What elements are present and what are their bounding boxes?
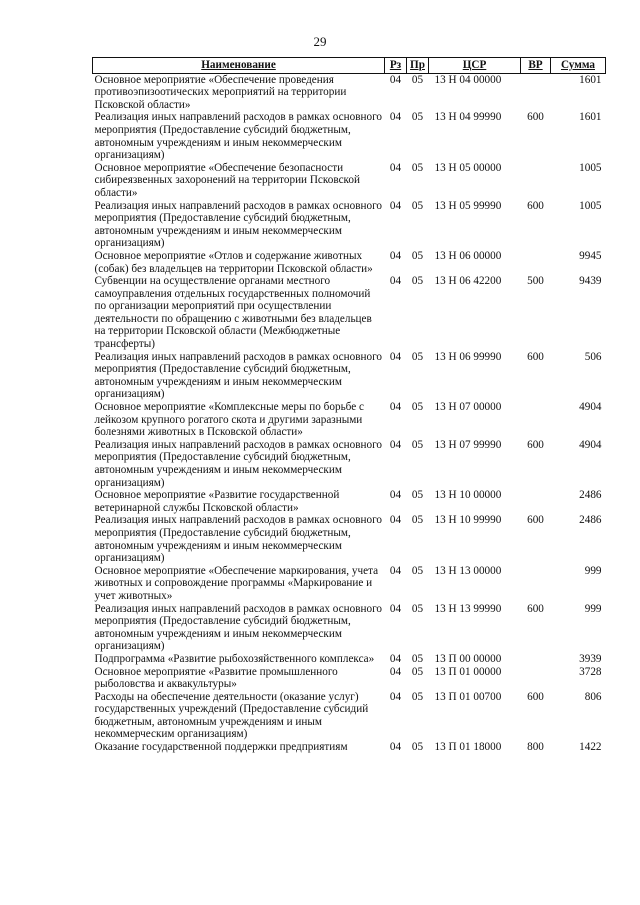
cell-sum: 1005 (579, 161, 602, 174)
cell-vr (521, 666, 551, 691)
header-pr: Пр (407, 58, 429, 74)
cell-sum: 1601 (579, 73, 602, 86)
cell-pr: 05 (411, 249, 424, 262)
cell-rz: 04 (389, 199, 402, 212)
cell-rz: 04 (389, 564, 402, 577)
cell-vr (521, 653, 551, 666)
cell-vr (521, 250, 551, 275)
cell-sum: 4904 (579, 438, 602, 451)
cell-rz: 04 (389, 111, 402, 124)
cell-sum: 9945 (579, 249, 602, 262)
cell-csr: 13 П 01 00000 (434, 665, 502, 678)
cell-vr (521, 73, 551, 111)
cell-csr: 13 Н 06 99990 (434, 350, 502, 363)
budget-table (92, 57, 606, 754)
cell-vr (521, 565, 551, 603)
table-row (93, 514, 606, 564)
cell-rz: 04 (389, 249, 402, 262)
cell-pr: 05 (411, 514, 424, 527)
table-row (93, 653, 606, 666)
cell-sum: 1005 (579, 199, 602, 212)
header-vr: ВР (521, 58, 551, 74)
cell-name: Реализация иных направлений расходов в рамках основного мероприятия (Предоставление субсидий бюджетным, автономным учреждениям и иным некоммерческим организациям) (94, 350, 382, 401)
cell-name: Оказание государственной поддержки предприятиям (94, 741, 348, 754)
cell-csr: 13 Н 04 00000 (434, 73, 502, 86)
cell-vr (521, 162, 551, 200)
table-row (93, 565, 606, 603)
table-row (93, 603, 606, 653)
cell-pr: 05 (411, 741, 424, 754)
cell-name: Основное мероприятие «Обеспечение маркирования, учета животных и сопровождение программы «Маркирование и учет животных» (94, 564, 379, 602)
cell-vr: 600 (527, 690, 544, 703)
cell-sum: 9439 (579, 275, 602, 288)
table-row (93, 489, 606, 514)
cell-rz: 04 (389, 741, 402, 754)
cell-sum: 4904 (579, 401, 602, 414)
cell-rz: 04 (389, 438, 402, 451)
cell-name: Реализация иных направлений расходов в рамках основного мероприятия (Предоставление субсидий бюджетным, автономным учреждениям и иным некоммерческим организациям) (94, 602, 382, 653)
cell-vr (521, 489, 551, 514)
table-row (93, 691, 606, 741)
cell-pr: 05 (411, 652, 424, 665)
cell-pr: 05 (411, 665, 424, 678)
cell-csr: 13 Н 13 99990 (434, 602, 502, 615)
cell-sum: 999 (584, 564, 602, 577)
cell-name: Основное мероприятие «Обеспечение проведения противоэпизоотических мероприятий на территории Псковской области» (94, 73, 347, 111)
cell-pr: 05 (411, 690, 424, 703)
cell-sum: 999 (584, 602, 602, 615)
cell-pr: 05 (411, 564, 424, 577)
table-row (93, 250, 606, 275)
cell-pr: 05 (411, 199, 424, 212)
page-number: 29 (313, 34, 327, 49)
cell-csr: 13 Н 05 99990 (434, 199, 502, 212)
cell-vr: 600 (527, 199, 544, 212)
cell-name: Основное мероприятие «Обеспечение безопасности сибиреязвенных захоронений на территории Псковской области» (94, 161, 360, 199)
cell-name: Реализация иных направлений расходов в рамках основного мероприятия (Предоставление субсидий бюджетным, автономным учреждениям и иным некоммерческим организациям) (94, 111, 382, 162)
cell-vr: 500 (527, 275, 544, 288)
table-body (93, 73, 606, 754)
cell-sum: 1601 (579, 111, 602, 124)
cell-sum: 3939 (579, 652, 602, 665)
cell-rz: 04 (389, 401, 402, 414)
header-csr: ЦСР (429, 58, 521, 74)
cell-rz: 04 (389, 652, 402, 665)
cell-sum: 2486 (579, 489, 602, 502)
table-header-row (93, 58, 606, 74)
cell-sum: 1422 (579, 741, 602, 754)
cell-rz: 04 (389, 514, 402, 527)
cell-rz: 04 (389, 350, 402, 363)
cell-pr: 05 (411, 401, 424, 414)
table-row (93, 275, 606, 351)
header-rz: Рз (385, 58, 407, 74)
table-row (93, 200, 606, 250)
cell-vr: 600 (527, 438, 544, 451)
table-row (93, 741, 606, 754)
cell-sum: 2486 (579, 514, 602, 527)
cell-name: Основное мероприятие «Развитие промышленного рыболовства и аквакультуры» (94, 665, 338, 691)
cell-csr: 13 Н 07 99990 (434, 438, 502, 451)
cell-name: Основное мероприятие «Комплексные меры по борьбе с лейкозом крупного рогатого скота и другими заразными болезнями животных в Псковской области» (94, 401, 364, 439)
table-row (93, 351, 606, 401)
cell-sum: 806 (584, 690, 602, 703)
cell-csr: 13 Н 10 99990 (434, 514, 502, 527)
cell-pr: 05 (411, 350, 424, 363)
cell-csr: 13 Н 13 00000 (434, 564, 502, 577)
table-row (93, 111, 606, 161)
cell-name: Реализация иных направлений расходов в рамках основного мероприятия (Предоставление субсидий бюджетным, автономным учреждениям и иным некоммерческим организациям) (94, 438, 382, 489)
cell-vr: 600 (527, 514, 544, 527)
cell-pr: 05 (411, 111, 424, 124)
table-row (93, 73, 606, 111)
cell-pr: 05 (411, 73, 424, 86)
cell-sum: 506 (584, 350, 602, 363)
cell-csr: 13 П 01 00700 (434, 690, 502, 703)
cell-rz: 04 (389, 73, 402, 86)
cell-pr: 05 (411, 275, 424, 288)
header-name: Наименование (93, 58, 385, 74)
cell-name: Расходы на обеспечение деятельности (оказание услуг) государственных учреждений (Предоставление субсидий бюджетным, автономным учреждениям и иным некоммерческим организациям) (94, 690, 369, 741)
cell-vr: 600 (527, 602, 544, 615)
cell-rz: 04 (389, 690, 402, 703)
table-row (93, 666, 606, 691)
cell-csr: 13 П 01 18000 (434, 741, 502, 754)
cell-csr: 13 Н 04 99990 (434, 111, 502, 124)
cell-rz: 04 (389, 275, 402, 288)
cell-vr: 800 (527, 741, 544, 754)
cell-pr: 05 (411, 438, 424, 451)
cell-vr: 600 (527, 111, 544, 124)
cell-vr: 600 (527, 350, 544, 363)
cell-sum: 3728 (579, 665, 602, 678)
cell-csr: 13 Н 06 42200 (434, 275, 502, 288)
cell-csr: 13 Н 06 00000 (434, 249, 502, 262)
table-row (93, 401, 606, 439)
table-row (93, 162, 606, 200)
cell-csr: 13 Н 10 00000 (434, 489, 502, 502)
cell-pr: 05 (411, 161, 424, 174)
cell-rz: 04 (389, 602, 402, 615)
cell-name: Основное мероприятие «Развитие государственной ветеринарной службы Псковской области» (94, 489, 340, 514)
cell-name: Субвенции на осуществление органами местного самоуправления отдельных государственных полномочий по организации мероприятий при осуществлении деятельности по обращению с животными без владельцев на территории Псковской области (Межбюджетные трансферты) (94, 275, 372, 351)
cell-csr: 13 Н 05 00000 (434, 161, 502, 174)
cell-name: Основное мероприятие «Отлов и содержание животных (собак) без владельцев на территории Псковской области» (94, 249, 373, 275)
cell-name: Подпрограмма «Развитие рыбохозяйственного комплекса» (94, 652, 375, 665)
cell-pr: 05 (411, 489, 424, 502)
cell-rz: 04 (389, 665, 402, 678)
header-sum: Сумма (551, 58, 606, 74)
cell-name: Реализация иных направлений расходов в рамках основного мероприятия (Предоставление субсидий бюджетным, автономным учреждениям и иным некоммерческим организациям) (94, 199, 382, 250)
cell-rz: 04 (389, 489, 402, 502)
cell-vr (521, 401, 551, 439)
cell-csr: 13 П 00 00000 (434, 652, 502, 665)
cell-rz: 04 (389, 161, 402, 174)
cell-csr: 13 Н 07 00000 (434, 401, 502, 414)
cell-name: Реализация иных направлений расходов в рамках основного мероприятия (Предоставление субсидий бюджетным, автономным учреждениям и иным некоммерческим организациям) (94, 514, 382, 565)
cell-pr: 05 (411, 602, 424, 615)
table-row (93, 439, 606, 489)
